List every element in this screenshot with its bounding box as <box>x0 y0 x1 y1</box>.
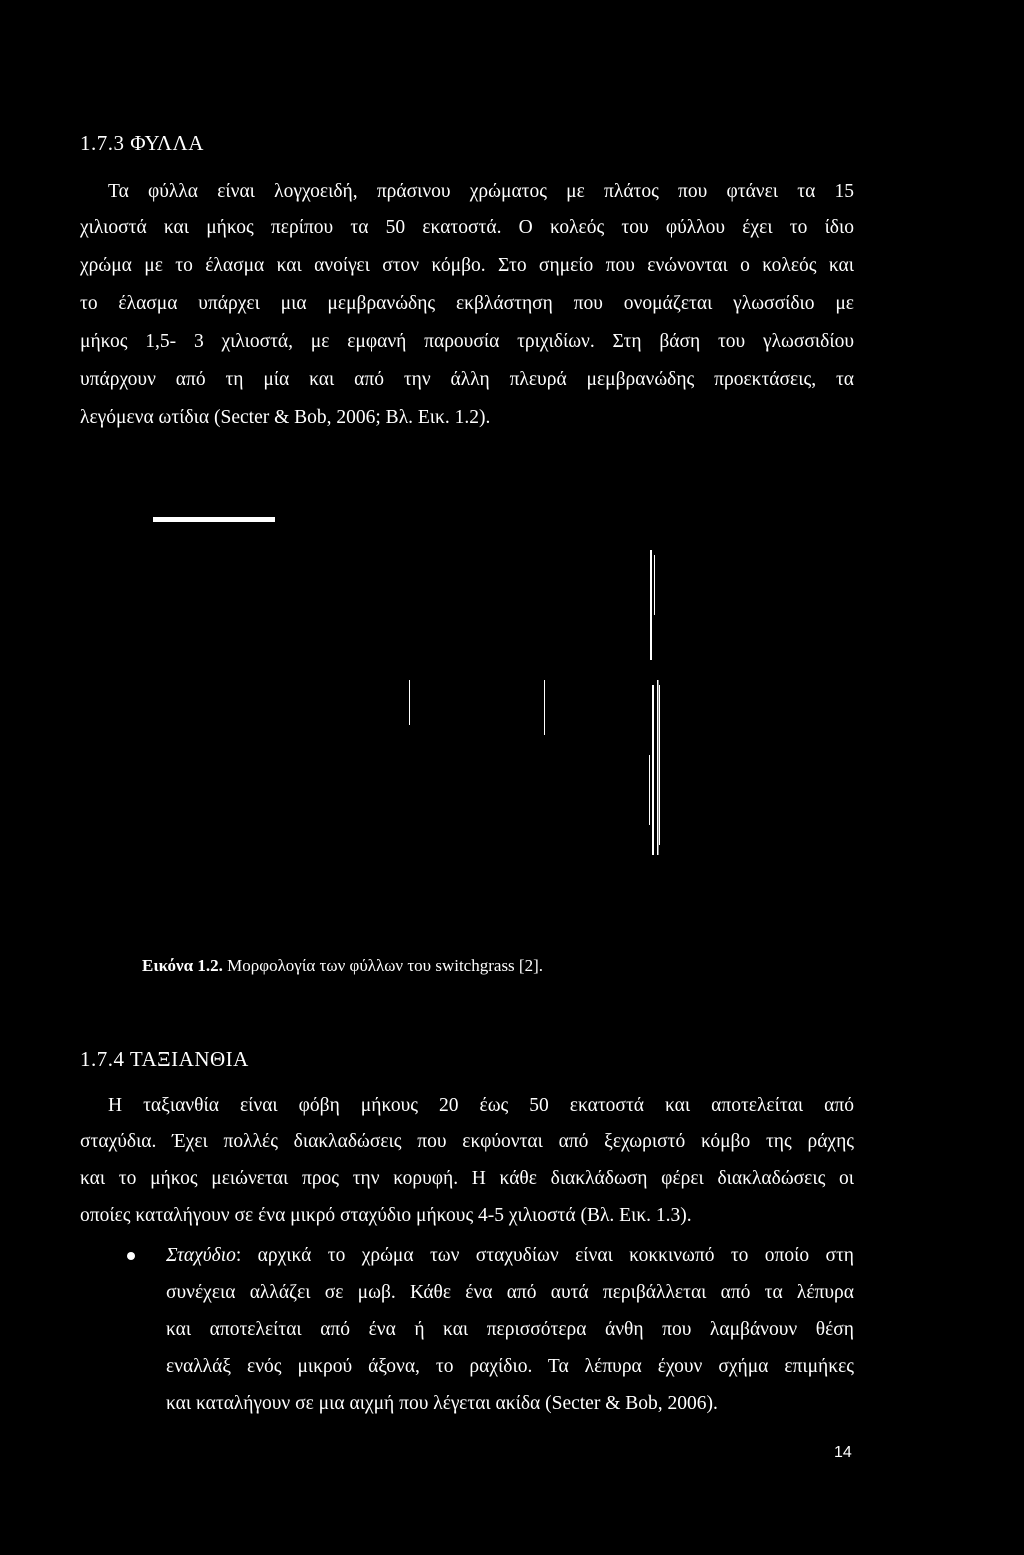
figure-caption <box>142 956 543 976</box>
bullet-point <box>127 1252 135 1260</box>
bullet-term: Σταχύδιο <box>166 1245 236 1266</box>
bullet-first-line <box>166 1244 854 1268</box>
section-heading-inflorescence: 1.7.4 ΤΑΞΙΑΝΘΙΑ <box>80 1047 249 1071</box>
paragraph-line: και το μήκος μειώνεται προς την κορυφή. Η κάθε διακλάδωση φέρει διακλαδώσεις οι <box>80 1168 854 1189</box>
bullet-line: συνέχεια αλλάζει σε μωβ. Κάθε ένα από αυτά περιβάλλεται από τα λέπυρα <box>166 1282 854 1303</box>
bullet-first-line-text: : αρχικά το χρώμα των σταχυδίων είναι κοκκινωπό το οποίο στη <box>235 1245 854 1266</box>
paragraph-line: λεγόμενα ωτίδια (Secter & Bob, 2006; Βλ. Εικ. 1.2). <box>80 407 491 428</box>
page-number: 14 <box>834 1444 852 1461</box>
section-heading-leaves: 1.7.3 ΦΥΛΛΑ <box>80 131 204 155</box>
paragraph-line: οποίες καταλήγουν σε ένα μικρό σταχύδιο μήκους 4-5 χιλιοστά (Βλ. Εικ. 1.3). <box>80 1205 692 1226</box>
paragraph-line: υπάρχουν από τη μία και από την άλλη πλευρά μεμβρανώδης προεκτάσεις, τα <box>80 369 854 390</box>
paragraph-line: χιλιοστά και μήκος περίπου τα 50 εκατοστά. Ο κολεός του φύλλου έχει το ίδιο <box>80 217 854 238</box>
figure-caption-label: Εικόνα 1.2. <box>142 956 223 975</box>
bullet-line: και αποτελείται από ένα ή και περισσότερα άνθη που λαμβάνουν θέση <box>166 1319 854 1340</box>
paragraph-line: χρώμα με το έλασμα και ανοίγει στον κόμβο. Στο σημείο που ενώνονται ο κολεός και <box>80 255 854 276</box>
leaf-morphology-figure <box>150 515 690 855</box>
paragraph-line: μήκος 1,5- 3 χιλιοστά, με εμφανή παρουσία τριχιδίων. Στη βάση του γλωσσιδίου <box>80 331 854 352</box>
paragraph-line: Τα φύλλα είναι λογχοειδή, πράσινου χρώματος με πλάτος που φτάνει τα 15 <box>108 181 854 202</box>
paragraph-line: Η ταξιανθία είναι φόβη μήκους 20 έως 50 εκατοστά και αποτελείται από <box>108 1095 854 1116</box>
paragraph-line: σταχύδια. Έχει πολλές διακλαδώσεις που εκφύονται από ξεχωριστό κόμβο της ράχης <box>80 1131 854 1152</box>
figure-image <box>150 515 690 855</box>
bullet-line: και καταλήγουν σε μια αιχμή που λέγεται ακίδα (Secter & Bob, 2006). <box>166 1393 718 1414</box>
bullet-line: εναλλάξ ενός μικρού άξονα, το ραχίδιο. Τα λέπυρα έχουν σχήμα επιμήκες <box>166 1356 854 1377</box>
paragraph-line: το έλασμα υπάρχει μια μεμβρανώδης εκβλάστηση που ονομάζεται γλωσσίδιο με <box>80 293 854 314</box>
figure-caption-text: Μορφολογία των φύλλων του switchgrass [2]. <box>222 956 543 975</box>
